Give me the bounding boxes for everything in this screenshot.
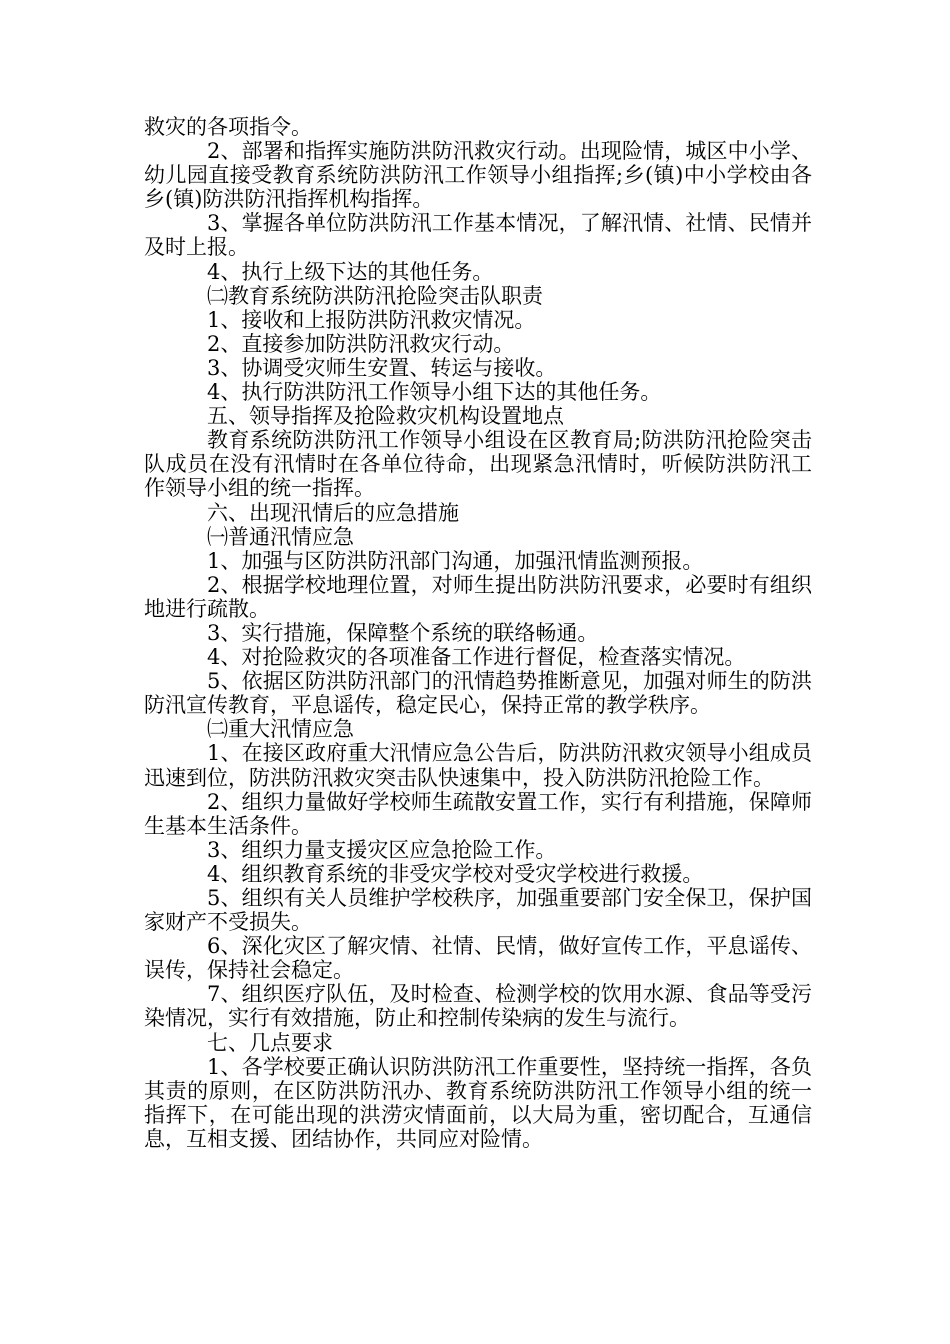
paragraph: 2、组织力量做好学校师生疏散安置工作，实行有利措施，保障师生基本生活条件。 — [144, 789, 812, 838]
paragraph: 5、组织有关人员维护学校秩序，加强重要部门安全保卫，保护国家财产不受损失。 — [144, 886, 812, 935]
paragraph: 4、组织教育系统的非受灾学校对受灾学校进行救援。 — [207, 861, 704, 886]
paragraph: 5、依据区防洪防汛部门的汛情趋势推断意见，加强对师生的防洪防汛宣传教育，平息谣传，稳定民心，保持正常的教学秩序。 — [144, 669, 812, 718]
paragraph: 1、各学校要正确认识防洪防汛工作重要性，坚持统一指挥，各负其责的原则，在区防洪防汛办、教育系统防洪防汛工作领导小组的统一指挥下，在可能出现的洪涝灾情面前，以大局为重，密切配合，互通信息，互相支援、团结协作，共同应对险情。 — [144, 1054, 812, 1151]
paragraph: 3、协调受灾师生安置、转运与接收。 — [207, 355, 557, 380]
paragraph: 4、执行防洪防汛工作领导小组下达的其他任务。 — [207, 380, 662, 405]
paragraph: 救灾的各项指令。 — [144, 115, 312, 139]
paragraph: 4、执行上级下达的其他任务。 — [207, 259, 494, 284]
paragraph: 3、实行措施，保障整个系统的联络畅通。 — [207, 620, 599, 645]
paragraph: 6、深化灾区了解灾情、社情、民情，做好宣传工作，平息谣传、误传，保持社会稳定。 — [144, 934, 812, 983]
paragraph: 1、在接区政府重大汛情应急公告后，防洪防汛救灾领导小组成员迅速到位，防洪防汛救灾突击队快速集中，投入防洪防汛抢险工作。 — [144, 741, 812, 790]
section-subheading: ㈠普通汛情应急 — [207, 524, 354, 549]
paragraph: 7、组织医疗队伍，及时检查、检测学校的饮用水源、食品等受污染情况，实行有效措施，防止和控制传染病的发生与流行。 — [144, 982, 812, 1031]
paragraph: 4、对抢险救灾的各项准备工作进行督促，检查落实情况。 — [207, 645, 746, 670]
paragraph: 3、掌握各单位防洪防汛工作基本情况，了解汛情、社情、民情并及时上报。 — [144, 211, 812, 260]
section-heading: 七、几点要求 — [207, 1030, 333, 1055]
section-heading: 六、出现汛情后的应急措施 — [207, 500, 459, 525]
paragraph: 2、部署和指挥实施防洪防汛救灾行动。出现险情，城区中小学、幼儿园直接受教育系统防洪防汛工作领导小组指挥;乡(镇)中小学校由各乡(镇)防洪防汛指挥机构指挥。 — [144, 139, 812, 212]
paragraph: 1、加强与区防洪防汛部门沟通，加强汛情监测预报。 — [207, 548, 704, 573]
paragraph: 2、直接参加防洪防汛救灾行动。 — [207, 331, 515, 356]
paragraph: 1、接收和上报防洪防汛救灾情况。 — [207, 307, 536, 332]
section-heading: 五、领导指挥及抢险救灾机构设置地点 — [207, 404, 564, 429]
section-subheading: ㈡教育系统防洪防汛抢险突击队职责 — [207, 283, 543, 308]
section-subheading: ㈡重大汛情应急 — [207, 717, 354, 742]
paragraph: 2、根据学校地理位置，对师生提出防洪防汛要求，必要时有组织地进行疏散。 — [144, 572, 812, 621]
document-body — [144, 115, 812, 1151]
paragraph: 3、组织力量支援灾区应急抢险工作。 — [207, 837, 557, 862]
paragraph: 教育系统防洪防汛工作领导小组设在区教育局;防洪防汛抢险突击队成员在没有汛情时在各单位待命，出现紧急汛情时，听候防洪防汛工作领导小组的统一指挥。 — [144, 428, 812, 501]
